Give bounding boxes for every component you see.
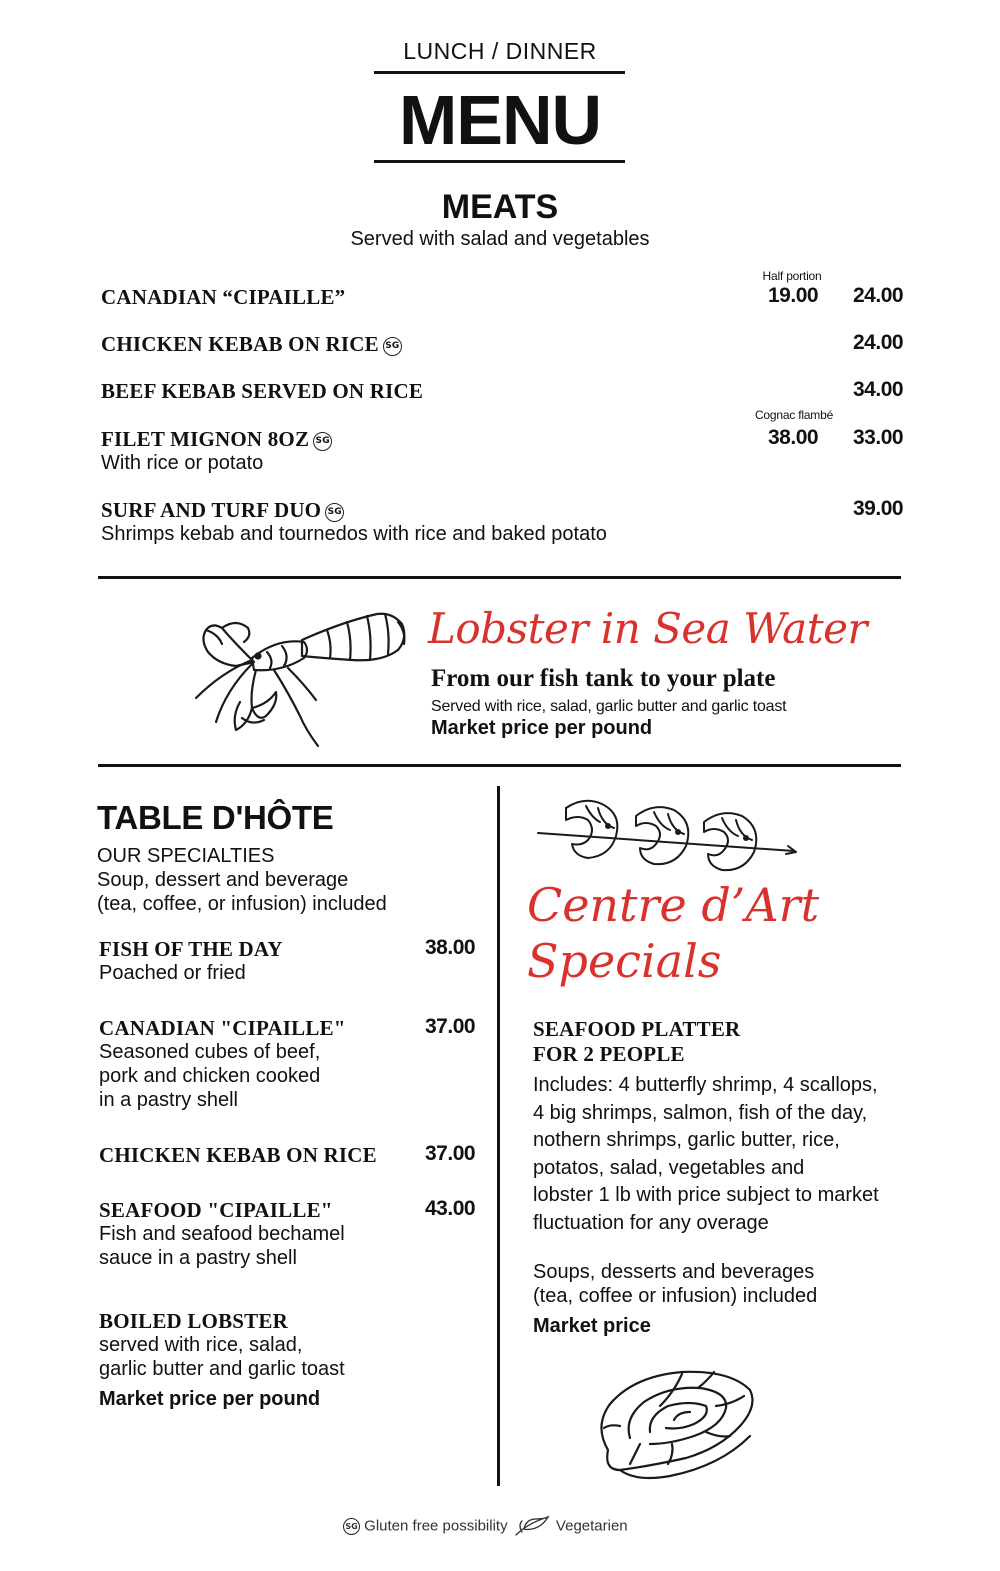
leaf-icon <box>514 1515 550 1537</box>
meat-item-name <box>101 427 332 452</box>
specials-include-line: nothern shrimps, garlic butter, rice, <box>533 1129 840 1152</box>
lobster-title: Lobster in Sea Water <box>428 604 867 653</box>
lobster-desc: Served with rice, salad, garlic butter and garlic toast <box>431 698 787 715</box>
table-dhote-item-price: 37.00 <box>425 1142 476 1165</box>
specials-item-name: SEAFOOD PLATTER <box>533 1017 741 1041</box>
menu-title: MENU <box>398 81 602 159</box>
table-dhote-item-name: CANADIAN "CIPAILLE" <box>99 1016 346 1040</box>
table-dhote-item-desc: Seasoned cubes of beef, <box>99 1041 321 1063</box>
section-divider <box>98 576 901 579</box>
specials-extras: (tea, coffee or infusion) included <box>533 1285 818 1307</box>
meat-item-name: CANADIAN “CIPAILLE” <box>101 285 346 309</box>
meat-item-price: 24.00 <box>853 284 904 307</box>
meat-item-name <box>101 332 402 357</box>
table-dhote-item-desc: pork and chicken cooked <box>99 1065 321 1087</box>
table-dhote-item-price-text: Market price per pound <box>99 1388 321 1410</box>
table-dhote-item-price: 43.00 <box>425 1197 476 1220</box>
table-dhote-item-price: 37.00 <box>425 1015 476 1038</box>
lobster-tagline: From our fish tank to your plate <box>431 665 776 692</box>
table-dhote-heading: TABLE D'HÔTE <box>97 799 334 836</box>
section-divider <box>98 764 901 767</box>
table-dhote-item-desc: Fish and seafood bechamel <box>99 1223 345 1245</box>
table-dhote-line: Soup, dessert and beverage <box>97 869 349 891</box>
meat-item-half-price: 19.00 <box>768 284 819 307</box>
meat-item-price: 24.00 <box>853 331 904 354</box>
gluten-free-icon: SG <box>343 1518 360 1535</box>
table-dhote-item-name: FISH OF THE DAY <box>99 937 283 961</box>
column-divider <box>497 786 500 1486</box>
meat-item-desc: Shrimps kebab and tournedos with rice and baked potato <box>101 523 607 545</box>
meat-item-label: CHICKEN KEBAB ON RICE <box>101 332 379 356</box>
legend <box>343 1515 628 1537</box>
table-dhote-line: OUR SPECIALTIES <box>97 845 275 867</box>
table-dhote-item-name: BOILED LOBSTER <box>99 1309 288 1333</box>
meat-item-label: SURF AND TURF DUO <box>101 498 322 522</box>
table-dhote-item-name: SEAFOOD "CIPAILLE" <box>99 1198 333 1222</box>
legend-gluten-free: Gluten free possibility <box>364 1517 508 1535</box>
meats-subheading: Served with salad and vegetables <box>350 228 650 250</box>
table-dhote-item-desc: in a pastry shell <box>99 1089 238 1111</box>
specials-include-line: lobster 1 lb with price subject to market <box>533 1184 879 1207</box>
lobster-illustration-icon <box>192 600 412 752</box>
table-dhote-item-price: 38.00 <box>425 936 476 959</box>
meat-item-price: 34.00 <box>853 378 904 401</box>
meat-item-name <box>101 498 344 523</box>
legend-vegetarian: Vegetarien <box>555 1517 628 1535</box>
cognac-label: Cognac flambé <box>754 408 834 422</box>
specials-includes <box>533 1072 879 1238</box>
meat-item-price: 33.00 <box>853 426 904 449</box>
table-dhote-item-name: CHICKEN KEBAB ON RICE <box>99 1143 377 1167</box>
specials-title: Specials <box>527 934 722 988</box>
specials-include-line: Includes: 4 butterfly shrimp, 4 scallops, <box>533 1074 878 1096</box>
lobster-price: Market price per pound <box>431 717 653 739</box>
specials-title: Centre d’Art <box>527 878 820 932</box>
header-bottom-rule <box>374 160 625 163</box>
meat-item-name: BEEF KEBAB SERVED ON RICE <box>101 379 424 403</box>
specials-include-line: potatos, salad, vegetables and <box>533 1156 805 1179</box>
header-top-rule <box>374 71 625 74</box>
shrimp-skewer-icon <box>536 796 798 878</box>
menu-subtitle: LUNCH / DINNER <box>403 38 597 64</box>
meat-item-desc: With rice or potato <box>101 452 264 474</box>
table-dhote-item-desc: Poached or fried <box>99 962 246 984</box>
table-dhote-item-desc: sauce in a pastry shell <box>99 1247 297 1269</box>
meat-item-price: 39.00 <box>853 497 904 520</box>
table-dhote-item-desc: garlic butter and garlic toast <box>99 1358 345 1380</box>
table-dhote-line: (tea, coffee, or infusion) included <box>97 893 387 915</box>
gluten-free-icon: SG <box>325 503 344 522</box>
gluten-free-icon: SG <box>383 337 402 356</box>
meat-item-label: FILET MIGNON 8OZ <box>101 427 310 451</box>
specials-include-line: 4 big shrimps, salmon, fish of the day, <box>533 1101 868 1124</box>
salmon-steak-icon <box>590 1366 760 1482</box>
specials-extras: Soups, desserts and beverages <box>533 1261 815 1283</box>
specials-item-name: FOR 2 PEOPLE <box>533 1042 685 1066</box>
meat-item-cognac-price: 38.00 <box>768 426 819 449</box>
specials-include-line: fluctuation for any overage <box>533 1211 769 1234</box>
half-portion-label: Half portion <box>762 269 822 283</box>
table-dhote-item-desc: served with rice, salad, <box>99 1334 303 1356</box>
meats-heading: MEATS <box>441 188 559 226</box>
gluten-free-icon: SG <box>313 432 332 451</box>
specials-price: Market price <box>533 1315 651 1337</box>
